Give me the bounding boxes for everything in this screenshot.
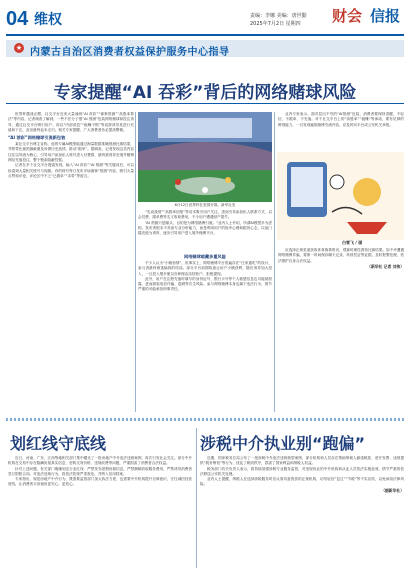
paragraph: 近日，河南、广东、江西等地相关部门集中曝光了一批房地产中介违法违规案例，再次引发社会关注。部分中介机构在交易中存在隐瞒房屋真实信息、虚构交易价格、违规收费等问题，严重损害了消费者合法权益。	[8, 456, 192, 466]
paragraph: 某社交平台博主宣称，他的专属AI模型能通过海量数据准确预测比赛结果，并附带比赛预测截图及所谓历史战绩，推动“跟单”。据调查，记者发现这类内容往往以导流为核心，引导用户添加私人账号进入付费群，最终被诱导至境外赌博网站充值投注，整个链条隐蔽性强。	[8, 142, 134, 163]
paragraph: 业内专家表示，面对层出不穷的“AI预测”包装，消费者要保持清醒，不轻信、不跟单、不充值。对于社交平台上的“高胜率”“稳赚”等承诺，要有足够的辨别能力，一旦发现疑似赌博引流内容，应及时向平台或公安机关举报。	[278, 112, 404, 127]
article2-headline: 划红线守底线	[10, 434, 107, 453]
column-divider	[135, 112, 136, 412]
section-title: 维权	[34, 12, 62, 28]
article3-headline: 涉税中介执业别“跑偏”	[200, 434, 366, 453]
paragraph: 此外，用户在注册充值时填写的身份证号、银行卡号等个人敏感信息也可能被泄露，进而面临电信诈骗、盗刷等次生风险。参与网络赌博本身也属于违法行为，情节严重的可能承担刑事责任。	[138, 276, 272, 292]
paragraph: 专家指出，规范房地产中介行为，既需要监管部门加大执法力度，也需要中介机构提升自律意识，守住诚信经营底线，让消费者买房租房更安心、更放心。	[8, 477, 192, 487]
paragraph: “先说战绩”“高胜率回报”等话术吸引用户关注，进而引导添加私人联系方式，以会员费、跟单费等名义收取费用，不少用户遭遇财产损失。	[138, 210, 272, 220]
section-divider	[6, 418, 404, 421]
main-headline: 专家提醒“AI 吞彩”背后的网络赌球风险	[53, 83, 357, 103]
paragraph: 税务部门有关负责人表示，将持续加强涉税专业服务监管，对违规执业的中介机构和从业人员依法实施惩戒，情节严重的依法移送公安机关处理。	[200, 466, 404, 476]
paragraph: “AI 预测只是噱头，目的是为网络赌博引流。”业内人士介绍，所谓AI模型多为虚构，发布者根本不具备专业分析能力，而是利用用户的侥幸心理和跟风心态，以低门槛充值为诱饵，逐步引导用户进入境外赌博平台。	[138, 220, 272, 236]
paragraph: 近期，国家税务总局公布了一批涉税中介违法违规典型案例，部分机构和人员存在帮助纳税人偷逃税款、虚开发票、违规提供“税务筹划”等行为，扰乱了税收秩序，损害了国家利益和纳税人权益。	[200, 456, 404, 466]
brand-logo-red: 财会	[332, 7, 363, 25]
paragraph: 应选择正规渠道获取体育赛事资讯，观赛时理性看待比赛结果。如不幸遭遇网络赌博诈骗，要第一时间保存聊天记录、转账凭证等证据，及时报警处理，依法维护自身合法权益。	[278, 248, 404, 263]
article2-body	[8, 456, 192, 568]
stadium-image	[138, 112, 272, 202]
article1-column-4-bottom	[278, 248, 404, 412]
column-divider	[196, 428, 197, 568]
banner-text: 内蒙古自治区消费者权益保护服务中心指导	[30, 47, 230, 58]
headline-rule	[6, 103, 404, 104]
article1-column-3	[138, 252, 272, 412]
paragraph: 记者在多个社交平台搜索发现，输入“AI 荐彩”“AI 预测”等关键词后，可以检索到大量相关账号与视频。有的账号每日发布多场赛事“预测”内容，吸引大量点赞和评论，评论区中不乏“已跟单”“求带”等留言。	[8, 163, 134, 178]
article1-column-4-top	[278, 112, 404, 150]
brand-logo-blue: 信报	[370, 7, 401, 25]
byline: （据新华社）	[381, 487, 404, 493]
article3-body	[200, 456, 404, 568]
cartoon-image	[277, 152, 404, 240]
subheading: 网络赌球暗藏多重风险	[184, 254, 226, 259]
issue-date: 2025年7月2日 星期四	[250, 21, 301, 27]
article1-column-1	[8, 112, 134, 412]
paragraph: 业内人士提醒，纳税人在选择涉税服务时应认准具备资质的正规机构，切勿轻信“包过”“节税”等不实宣传，以免承担法律风险。	[200, 477, 404, 487]
column-divider	[274, 112, 275, 412]
top-rule	[6, 34, 404, 36]
cartoon-illustration	[277, 152, 404, 240]
paragraph: 世界杯激战正酣，社交平台近来大量涌现“AI 荐彩”“赛事预测”“高胜率算法”等内容，记者调查了解到，一些不法分子借“AI 预测”包装网络赌球和投注诱导，通过社交平台吸引用户，再以“内部消息”“稳赚不赔”等说辞诱导其进行充值和下注，直至最终血本无归。相关专家提醒，广大消费者务必提高警惕。	[8, 112, 134, 132]
paragraph: 不少人认为“小赌怡情”，但事实上，网络赌博平台普遍存在“庄家通吃”的设计，参与者最终难逃输钱的结局。部分平台前期故意让用户小额获利，随后诱导加大投入，一旦投入增多便以各种理由冻结账户、拒绝提现。	[138, 261, 272, 276]
page-number: 04	[6, 8, 29, 30]
cartoon-credit: 白雪飞 / 画	[342, 240, 363, 245]
photo-caption: 6月12日世界杯在美国开幕。新华社发	[174, 203, 236, 207]
byline: （新华社 记者 刘伟）	[367, 263, 404, 269]
subheading: “AI 荐彩”网络赌球引流新包装	[8, 135, 66, 141]
editors-line: 责编：李娜 美编：唐世勤	[250, 13, 307, 19]
article1-column-2	[138, 210, 272, 248]
stadium-photo	[138, 112, 272, 202]
paragraph: 针对上述问题，有关部门明确划定行业红线：严禁发布虚假房源信息，严禁捆绑收取服务费用，严禁诱导消费者签订阴阳合同。对违法违规行为，将依法依规严肃查处，并纳入信用档案。	[8, 466, 192, 476]
star-icon: ★	[15, 44, 23, 52]
